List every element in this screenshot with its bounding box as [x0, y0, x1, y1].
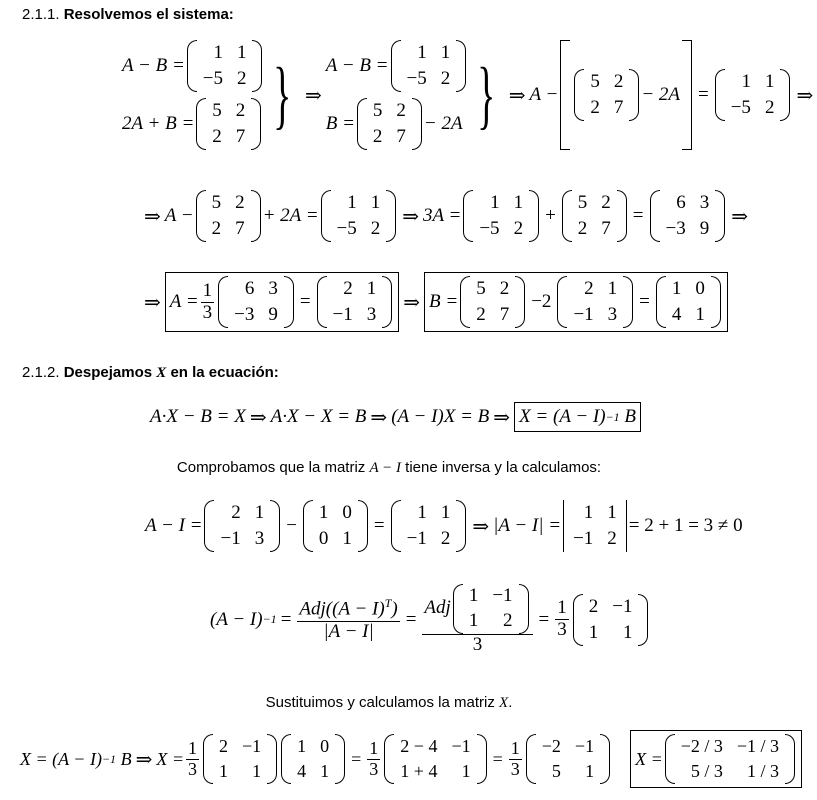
- adj-fraction-1: $\frac{Adj((A - I)^T)}{|A - I|}$: [299, 596, 398, 642]
- note-inverse: Comprobamos que la matriz A − I tiene inversa y la calculamos:: [176, 459, 602, 476]
- section-heading-2: 2.1.2. Despejamos X en la ecuación:: [22, 364, 279, 381]
- determinant: 1 1 −1 2: [563, 500, 627, 552]
- boxed-result-a: A = $\frac{1}{3}$ 6 3 −3 9 = 2 1 −1 3: [165, 272, 400, 332]
- row-determinant: A − I = 2 1 −1 3 − 1 0 0 1 = 1 1 −1 2 ⇒ |A − I| = 1 1 −1 2 = 2 + 1 = 3 ≠ 0: [145, 500, 743, 552]
- bracket-open: [560, 40, 570, 150]
- boxed-result-x: X = −2 / 3 −1 / 3 5 / 3 1 / 3: [630, 730, 802, 788]
- right-brace: }: [273, 53, 292, 137]
- row-3: ⇒ A = $\frac{1}{3}$ 6 3 −3 9 = 2 1 −1 3 ⇒ B = 5 2 2 7 −2 2 1 −1 3 = 1 0 4 1: [140, 272, 728, 332]
- system-row: A − B = 1 1 −5 2 2A + B = 5 2 2 7 } ⇒ A − B = 1 1 −5 2 B = 5 2 2 7 − 2A } ⇒ A − 5 2 2 7 − 2A = 1 1 −5 2 ⇒: [122, 40, 817, 150]
- boxed-formula-x: X = (A − I) −1 B: [514, 402, 641, 432]
- matrix: [187, 40, 263, 92]
- row-final: X = (A − I) −1 B ⇒ X = $\frac{1}{3}$ 2 −1 1 1 1 0 4 1 = $\frac{1}{3}$ 2 − 4 −1 1 + 4 1 = $\frac{1}{3}$ −2 −1 5 1 X = −2 / 3 −1 / 3 5 / 3 1 / 3: [20, 730, 802, 788]
- equation-row: A·X − B = X ⇒ A·X − X = B ⇒ (A − I)X = B ⇒ X = (A − I) −1 B: [150, 402, 641, 432]
- system-left: A − B = 1 1 −5 2 2A + B = 5 2 2 7: [122, 40, 264, 150]
- adj-fraction-2: Adj 1 −1 1 2 3: [422, 584, 532, 656]
- matrix-cells: 1 1 −5 2: [202, 42, 247, 89]
- bracket-close: [682, 40, 692, 150]
- row-inverse: (A − I) −1 = $\frac{Adj((A - I)^T)}{|A - I|}$ = Adj 1 −1 1 2 3 = $\frac{1}{3}$ 2 −1 1 1: [210, 584, 650, 656]
- matrix: 5 2 2 7: [196, 98, 261, 150]
- system-right: A − B = 1 1 −5 2 B = 5 2 2 7 − 2A: [326, 40, 468, 150]
- right-brace: }: [477, 53, 496, 137]
- row-2: ⇒ A − 5 2 2 7 + 2A = 1 1 −5 2 ⇒ 3A = 1 1 −5 2 + 5 2 2 7 = 6 3 −3 9 ⇒: [140, 190, 752, 242]
- note-substitute: Sustituimos y calculamos la matriz X.: [265, 694, 513, 711]
- boxed-result-b: B = 5 2 2 7 −2 2 1 −1 3 = 1 0 4 1: [424, 272, 728, 332]
- section-heading-1: 2.1.1. Resolvemos el sistema:: [22, 6, 234, 23]
